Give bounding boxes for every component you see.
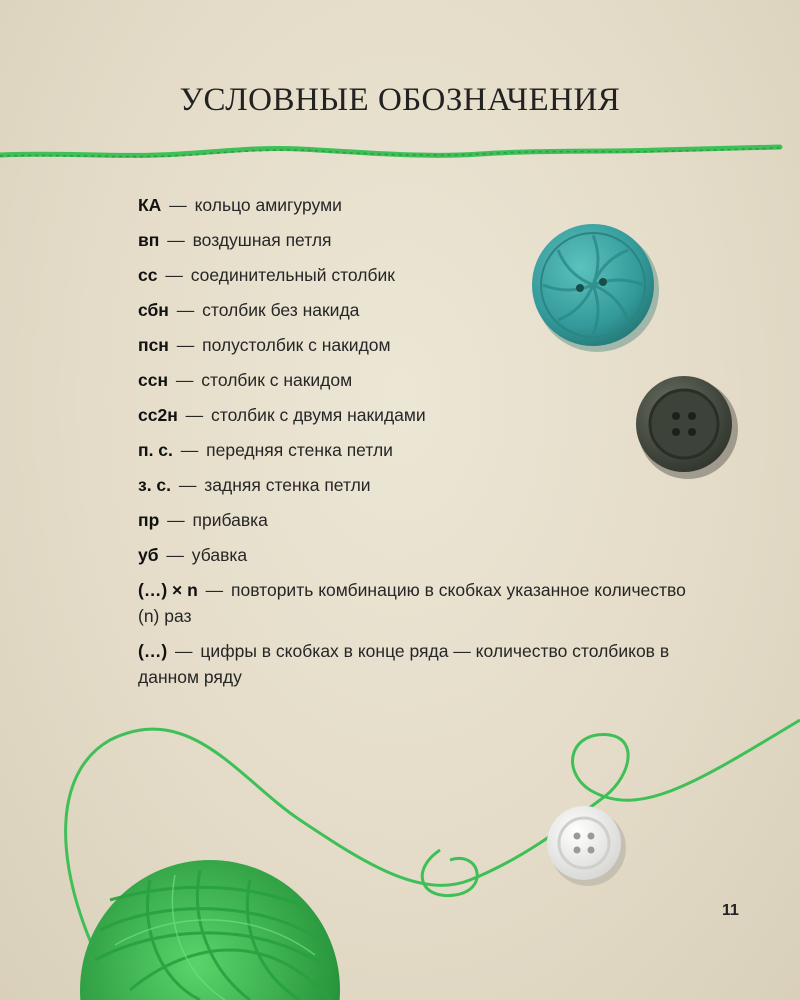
legend-item: пр — прибавка: [138, 510, 268, 530]
legend-item: КА — кольцо амигуруми: [138, 195, 342, 215]
legend-item: (…) × n — повторить комбинацию в скобках указанное количество (n) раз: [138, 580, 686, 626]
legend-item: ссн — столбик с накидом: [138, 370, 353, 390]
legend-item: сбн — столбик без накида: [138, 300, 360, 320]
legend-item: з. с. — задняя стенка петли: [138, 475, 371, 495]
yarn-ball-icon: [80, 860, 340, 1000]
teal-button-icon: [532, 224, 659, 352]
legend-item: сс — соединительный столбик: [138, 265, 395, 285]
legend-item: псн — полустолбик с накидом: [138, 335, 391, 355]
legend-item: п. с. — передняя стенка петли: [138, 440, 393, 460]
white-button-icon: [547, 806, 626, 886]
legend-item: сс2н — столбик с двумя накидами: [138, 405, 426, 425]
legend-item: уб — убавка: [138, 545, 248, 565]
page-number: 11: [722, 902, 739, 919]
grey-button-icon: [636, 376, 738, 479]
legend-item: вп — воздушная петля: [138, 230, 332, 250]
page-title: УСЛОВНЫЕ ОБОЗНАЧЕНИЯ: [179, 82, 621, 118]
legend-item: (…) — цифры в скобках в конце ряда — количество столбиков в данном ряду: [138, 641, 670, 687]
